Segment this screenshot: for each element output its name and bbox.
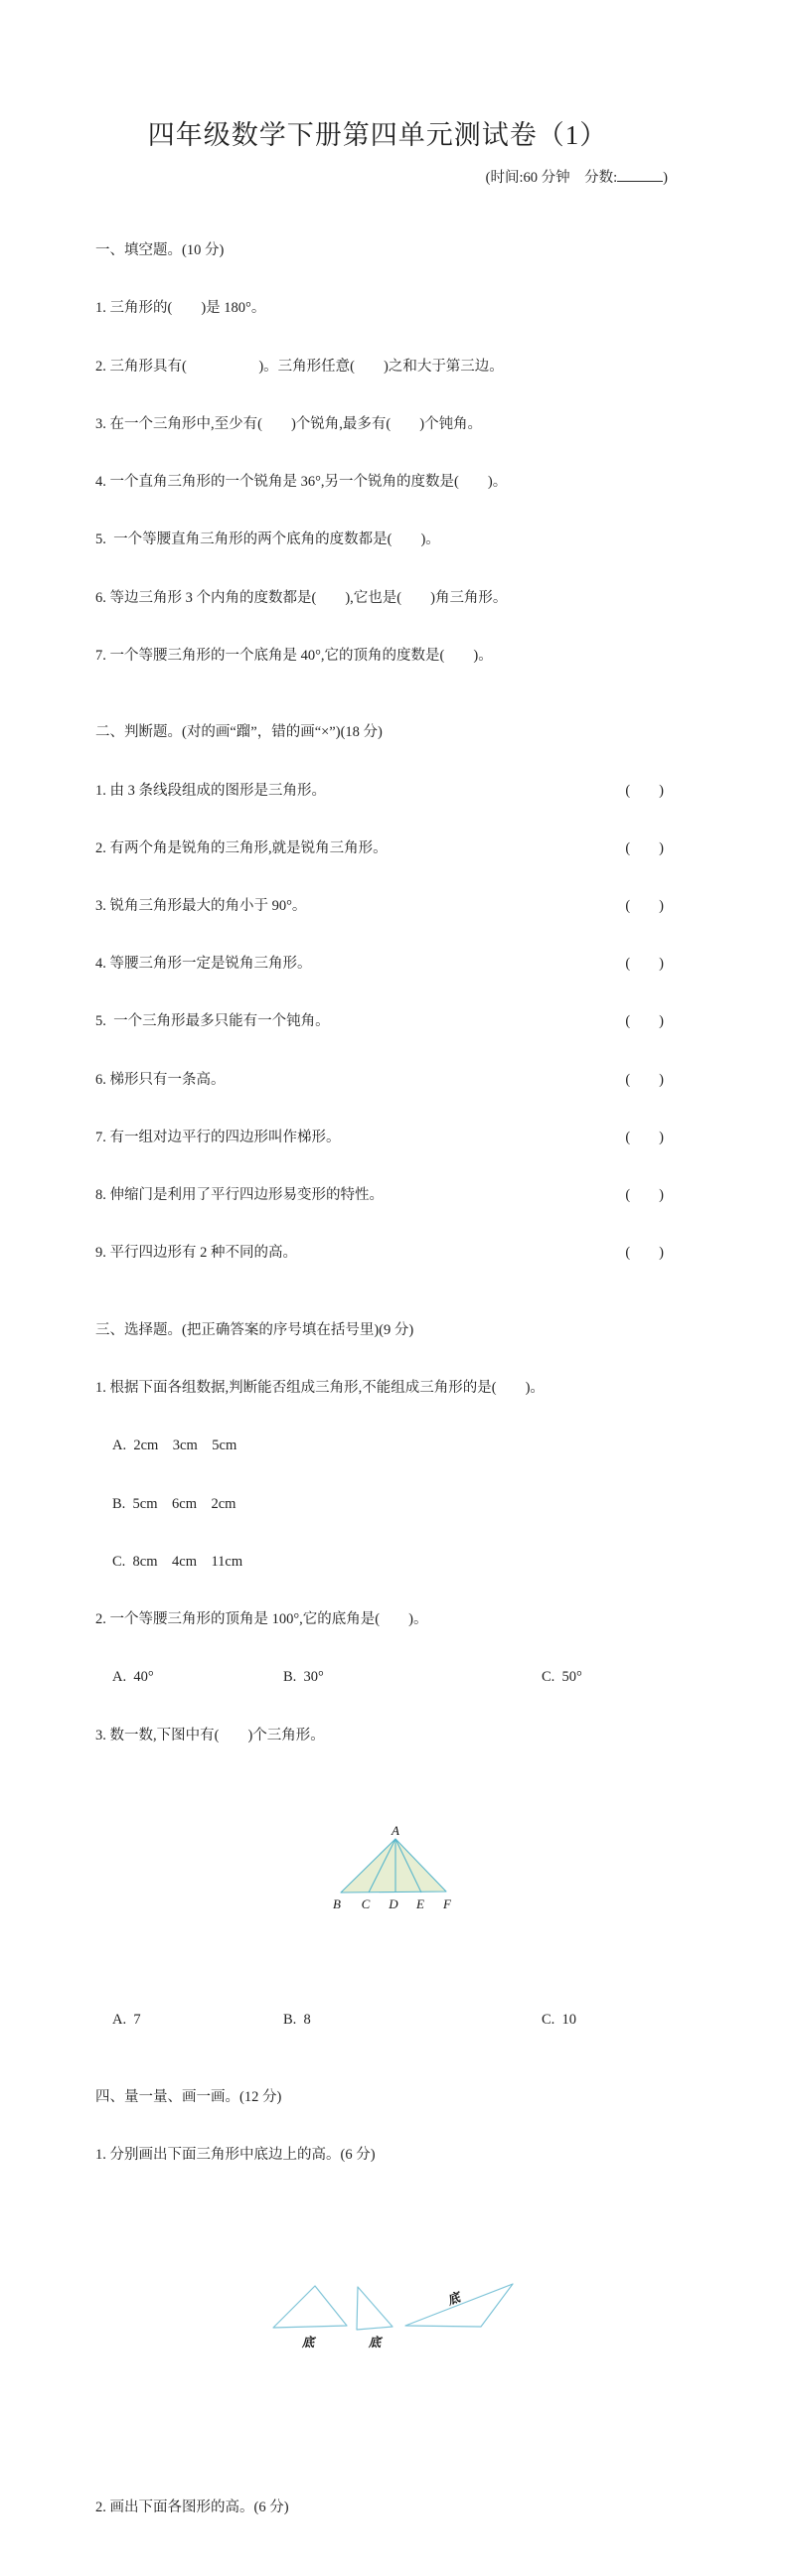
section2-header: 二、判断题。(对的画“蹓”，错的画“×”)(18 分): [95, 724, 383, 741]
answer-paren: ( ): [625, 1071, 664, 1088]
choice-options-row: [95, 1668, 664, 1688]
score-blank: [617, 167, 663, 182]
choice-option: C. 8cm 4cm 11cm: [112, 1553, 243, 1570]
base-label: 底: [445, 2290, 462, 2309]
main-triangle: [341, 1839, 446, 1893]
triangle-diagram: [326, 1822, 475, 1914]
fill-item: 5. 一个等腰直角三角形的两个底角的度数都是( )。: [95, 531, 440, 548]
paper-body: [95, 184, 664, 2576]
judge-item: [95, 839, 664, 858]
judge-item-text: 9. 平行四边形有 2 种不同的高。: [95, 1245, 297, 1262]
judge-item-text: 1. 由 3 条线段组成的图形是三角形。: [95, 782, 326, 799]
choice-option: B. 30°: [283, 1669, 324, 1686]
draw-height-item: 2. 画出下面各图形的高。(6 分): [95, 2500, 289, 2516]
obtuse-triangle-outline: [405, 2284, 513, 2327]
judge-item: [95, 1071, 664, 1090]
answer-paren: ( ): [625, 839, 664, 856]
vertex-label-b: B: [333, 1895, 341, 1911]
judge-item-text: 8. 伸缩门是利用了平行四边形易变形的特性。: [95, 1187, 384, 1204]
vertex-label-c: C: [361, 1895, 371, 1911]
draw-height-item: 1. 分别画出下面三角形中底边上的高。(6 分): [95, 2147, 376, 2163]
fill-item: 2. 三角形具有( )。三角形任意( )之和大于第三边。: [95, 358, 504, 375]
count-triangles-figure: [95, 1804, 664, 1953]
base-label: 底: [301, 2336, 315, 2350]
choice-option: B. 8: [283, 2011, 311, 2028]
judge-item: [95, 782, 664, 801]
section1-header: 一、填空题。(10 分): [95, 242, 225, 259]
draw-height-figure: [95, 2223, 664, 2394]
choice-option: A. 7: [112, 2011, 141, 2028]
vertex-label-e: E: [416, 1895, 424, 1911]
judge-item-text: 4. 等腰三角形一定是锐角三角形。: [95, 956, 312, 973]
fill-item: 7. 一个等腰三角形的一个底角是 40°,它的顶角的度数是( )。: [95, 647, 493, 664]
judge-item-text: 6. 梯形只有一条高。: [95, 1071, 226, 1088]
meta-prefix: (时间:60 分钟 分数:: [485, 170, 618, 186]
choice-option: C. 10: [542, 2011, 577, 2028]
judge-item: [95, 1012, 664, 1031]
answer-paren: ( ): [625, 1013, 664, 1030]
section4-header: 四、量一量、画一画。(12 分): [95, 2088, 282, 2105]
choice-option: C. 50°: [542, 1669, 582, 1686]
judge-item: [95, 897, 664, 916]
judge-item: [95, 1129, 664, 1147]
judge-item-text: 5. 一个三角形最多只能有一个钝角。: [95, 1013, 330, 1030]
base-label: 底: [368, 2336, 382, 2350]
choice-option: A. 2cm 3cm 5cm: [112, 1438, 237, 1454]
right-triangle-outline: [357, 2287, 393, 2330]
answer-paren: ( ): [625, 782, 664, 799]
fill-item: 6. 等边三角形 3 个内角的度数都是( ),它也是( )角三角形。: [95, 589, 508, 606]
vertex-label-d: D: [389, 1895, 398, 1911]
fill-item: 4. 一个直角三角形的一个锐角是 36°,另一个锐角的度数是( )。: [95, 474, 508, 491]
judge-item-text: 3. 锐角三角形最大的角小于 90°。: [95, 898, 307, 915]
answer-paren: ( ): [625, 1245, 664, 1262]
answer-paren: ( ): [625, 1129, 664, 1145]
choice-option: B. 5cm 6cm 2cm: [112, 1495, 236, 1512]
judge-item-text: 7. 有一组对边平行的四边形叫作梯形。: [95, 1129, 341, 1145]
choice-option: A. 40°: [112, 1669, 154, 1686]
section3-header: 三、选择题。(把正确答案的序号填在括号里)(9 分): [95, 1321, 414, 1338]
fill-item: 1. 三角形的( )是 180°。: [95, 300, 266, 317]
vertex-label-f: F: [443, 1895, 451, 1911]
triangles-to-draw: [262, 2279, 521, 2354]
choice-options-row: [95, 2011, 664, 2031]
answer-paren: ( ): [625, 898, 664, 915]
choice-question: 2. 一个等腰三角形的顶角是 100°,它的底角是( )。: [95, 1611, 428, 1628]
page-title: 四年级数学下册第四单元测试卷（1）: [147, 120, 608, 150]
judge-item: [95, 955, 664, 974]
answer-paren: ( ): [625, 956, 664, 973]
judge-item: [95, 1186, 664, 1205]
fill-item: 3. 在一个三角形中,至少有( )个锐角,最多有( )个钝角。: [95, 415, 483, 432]
answer-paren: ( ): [625, 1187, 664, 1204]
choice-question: 3. 数一数,下图中有( )个三角形。: [95, 1728, 325, 1744]
meta-suffix: ): [663, 170, 668, 186]
choice-question: 1. 根据下面各组数据,判断能否组成三角形,不能组成三角形的是( )。: [95, 1380, 545, 1397]
judge-item: [95, 1244, 664, 1263]
acute-triangle-outline: [273, 2286, 347, 2328]
judge-item-text: 2. 有两个角是锐角的三角形,就是锐角三角形。: [95, 839, 388, 856]
vertex-label-a: A: [392, 1822, 399, 1838]
